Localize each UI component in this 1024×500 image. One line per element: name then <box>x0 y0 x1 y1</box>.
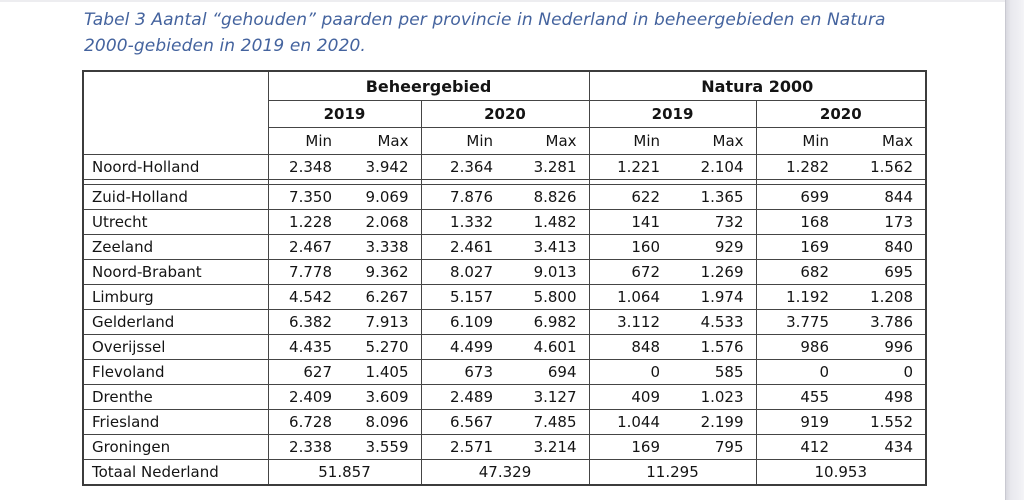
value-cell: 732 <box>672 210 756 235</box>
value-cell: 5.157 <box>421 285 505 310</box>
value-cell: 3.413 <box>505 235 589 260</box>
group-header-natura2000: Natura 2000 <box>589 71 926 101</box>
value-cell: 1.365 <box>672 185 756 210</box>
value-cell: 168 <box>756 210 841 235</box>
table-row <box>83 210 926 235</box>
value-cell: 1.974 <box>672 285 756 310</box>
value-cell: 1.221 <box>589 155 672 180</box>
total-label: Totaal Nederland <box>83 460 268 486</box>
min-header: Min <box>756 128 841 155</box>
value-cell: 3.214 <box>505 435 589 460</box>
table-row <box>83 410 926 435</box>
value-cell: 1.228 <box>268 210 344 235</box>
data-table <box>82 70 927 486</box>
value-cell: 986 <box>756 335 841 360</box>
min-header: Min <box>268 128 344 155</box>
max-header: Max <box>672 128 756 155</box>
value-cell: 7.485 <box>505 410 589 435</box>
table-caption <box>84 7 944 59</box>
value-cell: 5.800 <box>505 285 589 310</box>
table-footer <box>83 460 926 486</box>
value-cell: 9.362 <box>344 260 421 285</box>
value-cell: 4.542 <box>268 285 344 310</box>
value-cell: 919 <box>756 410 841 435</box>
value-cell: 929 <box>672 235 756 260</box>
value-cell: 0 <box>589 360 672 385</box>
value-cell: 2.489 <box>421 385 505 410</box>
value-cell: 6.267 <box>344 285 421 310</box>
value-cell: 7.350 <box>268 185 344 210</box>
header-row-groups <box>83 71 926 101</box>
value-cell: 672 <box>589 260 672 285</box>
value-cell: 5.270 <box>344 335 421 360</box>
value-cell: 1.576 <box>672 335 756 360</box>
value-cell: 2.348 <box>268 155 344 180</box>
value-cell: 2.461 <box>421 235 505 260</box>
value-cell: 1.562 <box>841 155 926 180</box>
value-cell: 8.096 <box>344 410 421 435</box>
value-cell: 3.786 <box>841 310 926 335</box>
value-cell: 169 <box>756 235 841 260</box>
value-cell: 3.559 <box>344 435 421 460</box>
value-cell: 141 <box>589 210 672 235</box>
value-cell: 434 <box>841 435 926 460</box>
table-row <box>83 235 926 260</box>
page-edge-strip <box>1005 0 1024 500</box>
total-natura-2019: 11.295 <box>589 460 756 486</box>
value-cell: 844 <box>841 185 926 210</box>
table-row <box>83 260 926 285</box>
value-cell: 1.044 <box>589 410 672 435</box>
value-cell: 699 <box>756 185 841 210</box>
province-label: Drenthe <box>83 385 268 410</box>
province-label: Noord-Holland <box>83 155 268 180</box>
total-natura-2020: 10.953 <box>756 460 926 486</box>
group-header-beheergebied: Beheergebied <box>268 71 589 101</box>
table-row <box>83 385 926 410</box>
value-cell: 2.068 <box>344 210 421 235</box>
year-header-beheergebied-2020: 2020 <box>421 101 589 128</box>
total-row <box>83 460 926 486</box>
value-cell: 4.499 <box>421 335 505 360</box>
table-row <box>83 285 926 310</box>
value-cell: 9.069 <box>344 185 421 210</box>
province-label: Gelderland <box>83 310 268 335</box>
value-cell: 2.409 <box>268 385 344 410</box>
value-cell: 6.982 <box>505 310 589 335</box>
max-header: Max <box>505 128 589 155</box>
value-cell: 3.112 <box>589 310 672 335</box>
value-cell: 7.913 <box>344 310 421 335</box>
value-cell: 3.775 <box>756 310 841 335</box>
value-cell: 1.269 <box>672 260 756 285</box>
year-header-natura-2020: 2020 <box>756 101 926 128</box>
table-row <box>83 335 926 360</box>
value-cell: 2.199 <box>672 410 756 435</box>
value-cell: 4.601 <box>505 335 589 360</box>
value-cell: 8.027 <box>421 260 505 285</box>
value-cell: 2.467 <box>268 235 344 260</box>
year-header-natura-2019: 2019 <box>589 101 756 128</box>
table-row <box>83 435 926 460</box>
province-label: Flevoland <box>83 360 268 385</box>
value-cell: 585 <box>672 360 756 385</box>
table-row <box>83 360 926 385</box>
min-header: Min <box>421 128 505 155</box>
value-cell: 6.109 <box>421 310 505 335</box>
value-cell: 160 <box>589 235 672 260</box>
value-cell: 1.208 <box>841 285 926 310</box>
value-cell: 1.482 <box>505 210 589 235</box>
value-cell: 498 <box>841 385 926 410</box>
value-cell: 795 <box>672 435 756 460</box>
value-cell: 169 <box>589 435 672 460</box>
value-cell: 848 <box>589 335 672 360</box>
value-cell: 455 <box>756 385 841 410</box>
table-row <box>83 155 926 180</box>
value-cell: 7.778 <box>268 260 344 285</box>
corner-cell <box>83 71 268 155</box>
value-cell: 6.382 <box>268 310 344 335</box>
value-cell: 0 <box>841 360 926 385</box>
value-cell: 1.023 <box>672 385 756 410</box>
province-label: Overijssel <box>83 335 268 360</box>
province-label: Utrecht <box>83 210 268 235</box>
value-cell: 6.567 <box>421 410 505 435</box>
value-cell: 4.435 <box>268 335 344 360</box>
value-cell: 695 <box>841 260 926 285</box>
max-header: Max <box>841 128 926 155</box>
province-label: Friesland <box>83 410 268 435</box>
min-header: Min <box>589 128 672 155</box>
value-cell: 6.728 <box>268 410 344 435</box>
total-beheergebied-2020: 47.329 <box>421 460 589 486</box>
value-cell: 682 <box>756 260 841 285</box>
year-header-beheergebied-2019: 2019 <box>268 101 421 128</box>
value-cell: 409 <box>589 385 672 410</box>
value-cell: 2.338 <box>268 435 344 460</box>
province-label: Groningen <box>83 435 268 460</box>
table-body <box>83 155 926 460</box>
value-cell: 3.338 <box>344 235 421 260</box>
province-label: Zeeland <box>83 235 268 260</box>
value-cell: 173 <box>841 210 926 235</box>
value-cell: 0 <box>756 360 841 385</box>
value-cell: 840 <box>841 235 926 260</box>
page-top-edge <box>0 0 1024 2</box>
province-label: Limburg <box>83 285 268 310</box>
value-cell: 1.192 <box>756 285 841 310</box>
value-cell: 622 <box>589 185 672 210</box>
value-cell: 2.104 <box>672 155 756 180</box>
max-header: Max <box>344 128 421 155</box>
value-cell: 627 <box>268 360 344 385</box>
value-cell: 996 <box>841 335 926 360</box>
province-label: Noord-Brabant <box>83 260 268 285</box>
value-cell: 1.064 <box>589 285 672 310</box>
value-cell: 2.364 <box>421 155 505 180</box>
value-cell: 1.282 <box>756 155 841 180</box>
value-cell: 412 <box>756 435 841 460</box>
value-cell: 9.013 <box>505 260 589 285</box>
total-beheergebied-2019: 51.857 <box>268 460 421 486</box>
value-cell: 1.332 <box>421 210 505 235</box>
province-label: Zuid-Holland <box>83 185 268 210</box>
table-caption-line2: 2000-gebieden in 2019 en 2020. <box>84 36 366 56</box>
table-caption-line1: Tabel 3 Aantal “gehouden” paarden per provincie in Nederland in beheergebieden en Natura <box>84 10 886 30</box>
value-cell: 3.609 <box>344 385 421 410</box>
value-cell: 2.571 <box>421 435 505 460</box>
table-row <box>83 185 926 210</box>
value-cell: 3.942 <box>344 155 421 180</box>
value-cell: 673 <box>421 360 505 385</box>
value-cell: 694 <box>505 360 589 385</box>
value-cell: 1.552 <box>841 410 926 435</box>
value-cell: 1.405 <box>344 360 421 385</box>
value-cell: 3.127 <box>505 385 589 410</box>
table-row <box>83 310 926 335</box>
value-cell: 3.281 <box>505 155 589 180</box>
table-header <box>83 71 926 155</box>
value-cell: 7.876 <box>421 185 505 210</box>
value-cell: 8.826 <box>505 185 589 210</box>
value-cell: 4.533 <box>672 310 756 335</box>
